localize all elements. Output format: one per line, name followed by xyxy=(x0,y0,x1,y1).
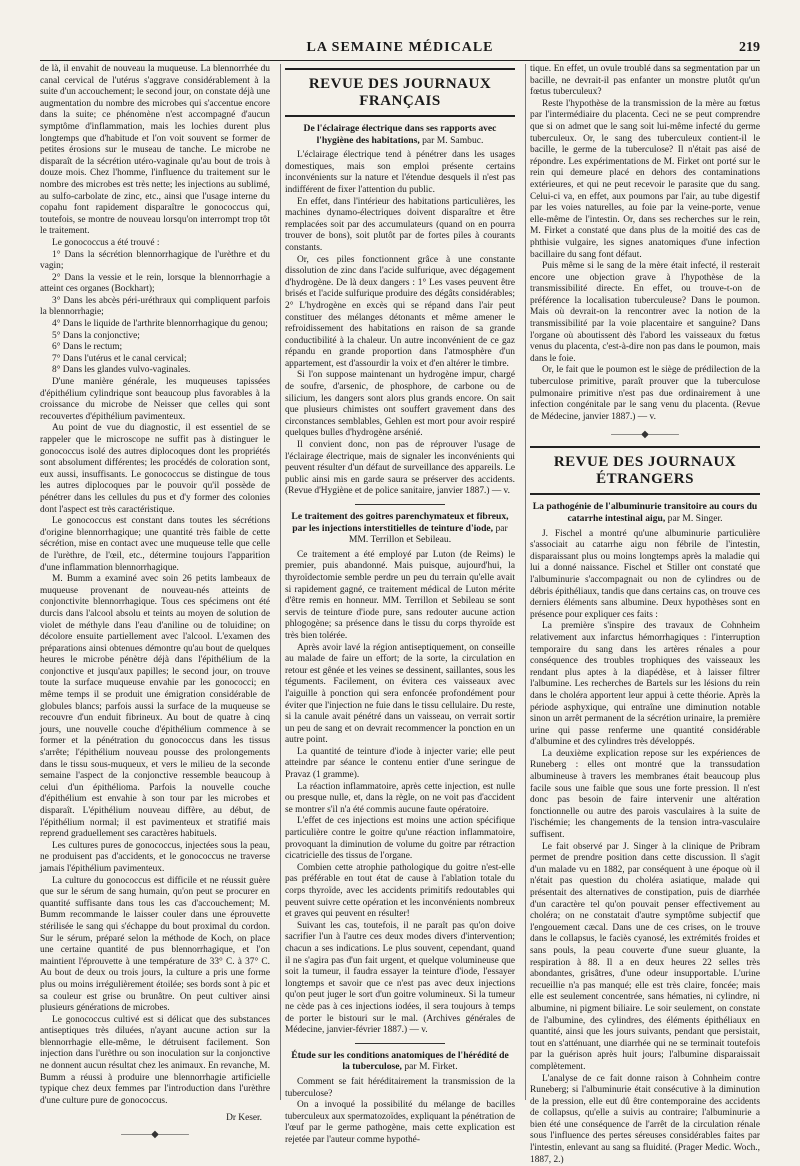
paragraph: Le gonococcus est constant dans toutes les sécrétions d'origine blennorrhagique; une quantité très faible de cette sécrétion, mise en contact avec une muqueuse telle que celle de l'urèthre, de l'œil, etc., détermine toujours l'apparition d'une inflammation blennorrhagique. xyxy=(40,516,270,574)
paragraph: Après avoir lavé la région antiseptiquement, on conseille au malade de faire un effort; de la sorte, la circulation en retour est gênée et les veines se dessinent, saillantes, sous les téguments. Facilement, on évitera ces vaisseaux avec l'aiguille à ponction qui sera enfoncée profondément pour éviter que l'injection ne fuie dans le tissu cellulaire. Du reste, si la canule avait pénétré dans un vaisseau, on verrait sortir un peu de sang et on devrait recommencer la ponction en un autre point. xyxy=(285,643,515,747)
paragraph: Puis même si le sang de la mère était infecté, il resterait encore une objection grave à l'hypothèse de la transmissibilité directe. En effet, ou trouve-t-on de préférence la localisation tuberculeuse? Dans le poumon. Mais où devrait-on la rencontrer avec la notion de la transmissibilité par la voie placentaire et sanguine? Dans l'organe où aboutissent dès l'abord les vaisseaux du fœtus venus du placenta, c'est-à-dire non pas dans le poumon, mais dans le foie. xyxy=(530,261,760,365)
paragraph: La culture du gonococcus est difficile et ne réussit guère que sur le sérum de sang humain, qu'on peut se procurer en quantité suffisante dans tous les cas d'accouchement; M. Bumm recommande le laisser couler dans une éprouvette stérilisée le sang qui s'échappe du bout proximal du cordon. Sur le sérum, préparé selon la méthode de Koch, on place une certaine quantité de pus blennorrhagique, et l'on maintient l'éprouvette à une température de 33° C. à 37° C. Au bout de deux ou trois jours, la culture a pris une forme plus ou moins irrégulièrement étoilée; ses bords sont à pic et sa couleur est grise ou brunâtre. On peut cultiver ainsi plusieurs générations de microbes. xyxy=(40,876,270,1015)
list-item: 2° Dans la vessie et le rein, lorsque la blennorrhagie a atteint ces organes (Bockhart); xyxy=(40,273,270,296)
paragraph: Le gonococcus a été trouvé : xyxy=(40,238,270,250)
paragraph: Or, le fait que le poumon est le siège de prédilection de la tuberculose primitive, paraît prouver que la tuberculose pulmonaire primitive n'est pas due ordinairement à une infection congénitale par le sang venu du placenta. (Revue de Médecine, janvier 1887.) — v. xyxy=(530,365,760,423)
list-item: 6° Dans le rectum; xyxy=(40,342,270,354)
article-title xyxy=(287,1050,513,1073)
section-title: REVUE DES JOURNAUX FRANÇAIS xyxy=(285,68,515,117)
article-title xyxy=(287,511,513,546)
paragraph: Comment se fait héréditairement la transmission de la tuberculose? xyxy=(285,1077,515,1100)
paragraph: Combien cette atrophie pathologique du goitre n'est-elle pas préférable en tout état de cause à l'ablation totale du corps thyroïde, avec les accidents primitifs redoutables qui peuvent suivre cette opération et les inconvénients nombreux et graves qui peuvent en résulter! xyxy=(285,863,515,921)
paragraph: L'analyse de ce fait donne raison à Cohnheim contre Runeberg; si l'albuminurie était consécutive à la diminution de la pression, elle eut dû être contemporaine des accidents de collapsus, qu'elle a suivis au contraire; l'albuminurie a bien été une conséquence de l'arrêt de la circulation rénale sous l'influence des pertes séreuses considérables faites par l'intestin, enlevant au sang sa fluidité. (Prager Medic. Woch., 1887, 2.) xyxy=(530,1074,760,1166)
list-item: 5° Dans la conjonctive; xyxy=(40,331,270,343)
three-column-body xyxy=(40,64,760,1100)
paragraph: L'éclairage électrique tend à pénétrer dans les usages domestiques, mais son emploi présente certains inconvénients sur la nature et l'étendue desquels il n'est pas indifférent de fixer l'attention du public. xyxy=(285,150,515,196)
list-item: 3° Dans les abcès péri-uréthraux qui compliquent parfois la blennorrhagie; xyxy=(40,296,270,319)
article-byline: par M. Sambuc. xyxy=(422,135,483,146)
paragraph: Or, ces piles fonctionnent grâce à une constante dissolution de zinc dans l'acide sulfurique, avec dégagement d'hydrogène. De là deux dangers : 1° Les vases peuvent être brisés et l'acide sulfurique produire des dégâts considérables; 2° L'hydrogène en excès qui se répand dans l'air peut constituer des mélanges détonants et même amener le refroidissement des habitations en raison de sa grande conductibilité à la chaleur. Un autre inconvénient de ce gaz répandu en grande proportion dans l'atmosphère d'un appartement, est d'assourdir la voix et d'en altérer le timbre. xyxy=(285,255,515,371)
list-item: 8° Dans les glandes vulvo-vaginales. xyxy=(40,365,270,377)
article-title xyxy=(532,501,758,524)
paragraph: Suivant les cas, toutefois, il ne paraît pas qu'on doive sacrifier l'un à l'autre ces deux modes divers d'intervention; chacun a ses indications. Le plus souvent, cependant, quand il ne s'agira pas d'un fait urgent, et quelque volumineuse que soit la tumeur, il faudra essayer la teinture d'iode, l'essayer longtemps et savoir que ce n'est pas avec deux injections qu'on peut juger le sort d'un goitre volumineux. Si la tumeur ne cède pas à ces injections iodées, il sera toujours à temps de porter le bistouri sur le mal. (Archives générales de Médecine, janvier-février 1887.) — v. xyxy=(285,921,515,1037)
paragraph: Les cultures pures de gonococcus, injectées sous la peau, ne produisent pas d'accidents, et le gonococcus ne traverse jamais l'épithélium pavimenteux. xyxy=(40,841,270,876)
paragraph: En effet, dans l'intérieur des habitations particulières, les machines dynamo-électriques doivent disparaître et être remplacées soit par des accumulateurs (quand on en pourra trouver de bons), soit plutôt par de fortes piles à courants constants. xyxy=(285,197,515,255)
paragraph: Le gonococcus cultivé est si délicat que des substances antiseptiques très diluées, n'ayant aucune action sur la blennorrhagie elle-même, le détruisent facilement. Son injection dans l'urèthre ou son inoculation sur la conjonctive ne donnent aucun résultat chez les animaux. En revanche, M. Bumm a réussi à produire une blennorrhagie artificielle typique chez deux femmes par l'introduction dans l'urèthre d'une culture pure de gonococcus. xyxy=(40,1015,270,1108)
paragraph: D'une manière générale, les muqueuses tapissées d'épithélium cylindrique sont beaucoup plus favorables à la croissance du microbe de Neisser que celles qui sont recouvertes d'épithélium pavimenteux. xyxy=(40,377,270,423)
list-item: 1° Dans la sécrétion blennorrhagique de l'urèthre et du vagin; xyxy=(40,250,270,273)
paragraph: de là, il envahit de nouveau la muqueuse. La blennorrhée du canal cervical de l'utérus s'aggrave considérablement à la suite d'un accouchement; le second jour, on constate déjà une augmentation du nombre des microbes qui s'accentue encore dans la suite; ce phénomène n'est accompagné d'aucun symptôme d'inflammation, mais les lochies durent plus longtemps que d'habitude et l'on voit souvent se former de petites érosions sur le museau de tanche. Le microbe ne disparaît de la sécrétion utéro-vaginale qu'au bout de trois à douze mois. Chez l'homme, l'influence du traitement sur le nombre des microbes est très nette; les injections au sublimé, au sulfo-carbolate de zinc, etc., ainsi que l'usage interne du copahu font rapidement disparaître le gonococcus qui, toutefois, se montre de nouveau lorsqu'on interrompt trop tôt le traitement. xyxy=(40,64,270,238)
article-title-text: La pathogénie de l'albuminurie transitoire au cours du catarrhe intestinal aigu, xyxy=(533,501,758,524)
column-left xyxy=(40,64,270,1100)
paragraph: J. Fischel a montré qu'une albuminurie particulière s'associait au catarrhe aigu non fébrile de l'intestin, disparaissant plus ou moins longtemps après la maladie qui lui a donné naissance. Fischel et Stiller ont constaté que l'albuminurie s'accompagnait ou non de cylindres ou de débris épithéliaux, tandis que dans certains cas, on trouve ces derniers éléments sans albumine. Deux hypothèses sont en présence pour expliquer ces faits : xyxy=(530,529,760,622)
column-middle xyxy=(280,64,515,1100)
paragraph: La quantité de teinture d'iode à injecter varie; elle peut atteindre par séance le contenu entier d'une seringue de Pravaz (1 gramme). xyxy=(285,747,515,782)
paragraph: Si l'on suppose maintenant un hydrogène impur, chargé de soufre, d'arsenic, de phosphore, de carbone ou de silicium, les dangers sont alors plus grands encore. On sait que plusieurs chimistes ont souffert gravement dans des circonstances semblables, Gehlen est mort pour avoir respiré quelques bulles d'hydrogène arsénié. xyxy=(285,370,515,440)
column-right xyxy=(525,64,760,1100)
article-title-text: De l'éclairage électrique dans ses rapports avec l'hygiène des habitations, xyxy=(304,123,497,146)
article-title xyxy=(287,123,513,146)
article-divider xyxy=(355,504,445,505)
article-title-text: Le traitement des goitres parenchymateux et fibreux, par les injections interstitielles de teinture d'iode, xyxy=(291,511,508,534)
paragraph: tique. En effet, un ovule troublé dans sa segmentation par un bacille, ne devrait-il pas enfanter un monstre plutôt qu'un fœtus tuberculeux? xyxy=(530,64,760,99)
paragraph: Il convient donc, non pas de réprouver l'usage de l'éclairage électrique, mais de signaler les inconvénients qui peuvent résulter d'un défaut de surveillance des appareils. Le public ainsi mis en garde saura se préserver des accidents. (Revue d'Hygiène et de police sanitaire, janvier 1887.) — v. xyxy=(285,440,515,498)
article-byline: par M. Firket. xyxy=(404,1061,457,1072)
paragraph: Ce traitement a été employé par Luton (de Reims) le premier, puis abandonné. Mais puisque, aujourd'hui, la thyroïdectomie semble perdre un peu du terrain qu'elle avait si rapidement gagné, ce traitement médical de Luton mérite d'être remis en honneur. MM. Terrillon et Sebileau se sont servis de teinture d'iode pure, sans redouter aucune action phlogogène; sa présence dans le tissu du corps thyroïde est très bien tolérée. xyxy=(285,550,515,643)
paragraph: Au point de vue du diagnostic, il est essentiel de se rappeler que le microscope ne suffit pas à distinguer le gonococcus isolé des autres diplocoques dont les propriétés sont absolument différentes; les procédés de coloration sont, eux aussi, insuffisants. Le gonococcus se distingue de tous les autres diplocoques par le pouvoir qu'il possède de pénétrer dans les cellules du pus et d'y former des colonies dont l'aspect est très caractéristique. xyxy=(40,423,270,516)
paragraph: La deuxième explication repose sur les expériences de Runeberg : elles ont montré que la transsudation albumineuse à travers les membranes était beaucoup plus facile sous une faible que sous une forte pression. Il n'est donc pas besoin de faire intervenir une altération fonctionnelle ou autre des parois vasculaires à la suite de l'ischémie; les changements de la tension intra-vasculaire suffisent. xyxy=(530,749,760,842)
article-byline: par M. Singer. xyxy=(668,513,723,524)
paragraph: La réaction inflammatoire, après cette injection, est nulle ou presque nulle, et, dans la règle, on ne voit pas d'accident se montrer s'il n'a été commis aucune faute opératoire. xyxy=(285,782,515,817)
article-title-text: Étude sur les conditions anatomiques de l'hérédité de la tuberculose, xyxy=(291,1050,509,1073)
list-item: 7° Dans l'utérus et le canal cervical; xyxy=(40,354,270,366)
section-title: REVUE DES JOURNAUX ÉTRANGERS xyxy=(530,446,760,495)
paragraph: On a invoqué la possibilité du mélange de bacilles tuberculeux aux spermatozoïdes, expliquant la pénétration de l'œuf par le germe pathogène, mais cette explication est rejetée par l'auteur comme hypothé- xyxy=(285,1100,515,1146)
section-divider-ornament: ———◆——— xyxy=(40,1129,270,1140)
paragraph: La première s'inspire des travaux de Cohnheim relativement aux infarctus hémorrhagiques : l'interruption temporaire du sang dans les artères rénales a pour conséquence des troubles trophiques des vaisseaux les rendant plus aptes à la diapédèse, et à laisser filtrer l'albumine. Les recherches de Bartels sur les lésions du rein dans le choléra apportent leur appui à cette théorie. Après la période asphyxique, qui entraîne une diminution notable sinon un arrêt permanent de la sécrétion urinaire, la première urine qui passe renferme une quantité considérable d'albumine et des cylindres très développés. xyxy=(530,621,760,749)
paragraph: M. Bumm a examiné avec soin 26 petits lambeaux de muqueuse provenant de nouveau-nés atteints de conjonctivite blennorrhagique. Tous ces spécimens ont été durcis dans l'alcool absolu et teints au moyen de solution de violet de méthyle dans l'eau d'aniline ou de toluidine; on décolore ensuite partiellement avec l'alcool. L'examen des préparations ainsi obtenues démontre qu'au bout de quelques heures le microbe pénètre déjà dans l'épithélium de la conjonctive et jusqu'aux papilles; le second jour, on trouve toute la surface muqueuse envahie par les gonococci; en même temps il se produit une émigration considérable de globules blancs; parfois aussi la surface de la muqueuse se recouvre d'un enduit fibrineux. Au bout de quatre à cinq jours, une nouvelle couche d'épithélium commence à se former et la pénétration du gonococcus dans les tissus s'arrête; l'épithélium nouveau pousse des prolongements dans le tissu sous-muqueux, et vers le milieu de la seconde semaine l'aspect de la conjonctive ressemble beaucoup à celui d'un épithélioma. Parfois la nouvelle couche d'épithélium est envahie à son tour par les microbes et disparaît. L'épithélium nouveau diffère, au début, de l'épithélium normal; il est pavimenteux et stratifié mais reprend graduellement ses caractères habituels. xyxy=(40,574,270,841)
author-signature: Dr Keser. xyxy=(40,1113,270,1123)
page-number: 219 xyxy=(739,40,760,56)
paragraph: Le fait observé par J. Singer à la clinique de Pribram permet de prendre position dans cette discussion. Il s'agit d'un malade vu en 1882, par conséquent à une époque où il n'était pas question du choléra asiatique, malade qui présentait des alternatives de constipation, puis de diarrhée d'un caractère tel qu'on pouvait penser effectivement au choléra; on ne constatait d'autre symptôme subjectif que l'engouement cæcal. Dans une de ces crises, on le trouve dans le collapsus, le faciès cyanosé, les extrémités froides et sans pouls, la peau couverte d'une sueur gluante, la respiration à 88. Il a en deux heures 22 selles très abondantes, grisâtres, d'une odeur insupportable. L'urine recueillie n'a pas manqué; elle est très claire, foncée; mais elle est seulement concentrée, sans hématies, ni cylindre, ni albumine, ni pigment biliaire. Le soir seulement, on constate de l'albumine, des cylindres, des éléments épithéliaux en quantité, ainsi que les jours suivants, pendant que persistait, tout en s'atténuant, une diarrhée qui ne se terminait toutefois par la guérison après huit jours; l'albumine disparaissait complètement. xyxy=(530,842,760,1074)
paragraph: Reste l'hypothèse de la transmission de la mère au fœtus par l'intermédiaire du placenta. Ceci ne se peut comprendre que si on admet que le sang soit lui-même infecté du germe tuberculeux. Or, le sang des tuberculeux contient-il le bacille, le germe de la tuberculose? Il n'était pas aisé de répondre. Les expérimentations de M. Firket ont porté sur le rein qui demeure placé en dehors des contaminations extérieures, et qui ne peut recevoir le parasite que du sang. Celui-ci va, en effet, aux poumons par l'air, au tube digestif par les voies naturelles, au foie par la veine-porte, venue elle-même de l'intestin. Or, dans ses recherches sur le rein, M. Firket a constaté que dans plus de la moitié des cas de phthisie vulgaire, les signes anatomiques d'une infection bacillaire du sang font défaut. xyxy=(530,99,760,261)
article-divider xyxy=(355,1043,445,1044)
article-byline: par MM. Terrillon et Sebileau. xyxy=(349,523,508,546)
list-item: 4° Dans le liquide de l'arthrite blennorrhagique du genou; xyxy=(40,319,270,331)
section-divider-ornament: ———◆——— xyxy=(530,429,760,440)
running-title: LA SEMAINE MÉDICALE xyxy=(40,40,760,56)
paragraph: L'effet de ces injections est moins une action spécifique particulière contre le goitre qu'une réaction inflammatoire, provoquant la diminution de volume du goitre par rétraction cicatricielle des tissus de l'organe. xyxy=(285,816,515,862)
running-header xyxy=(40,40,760,61)
